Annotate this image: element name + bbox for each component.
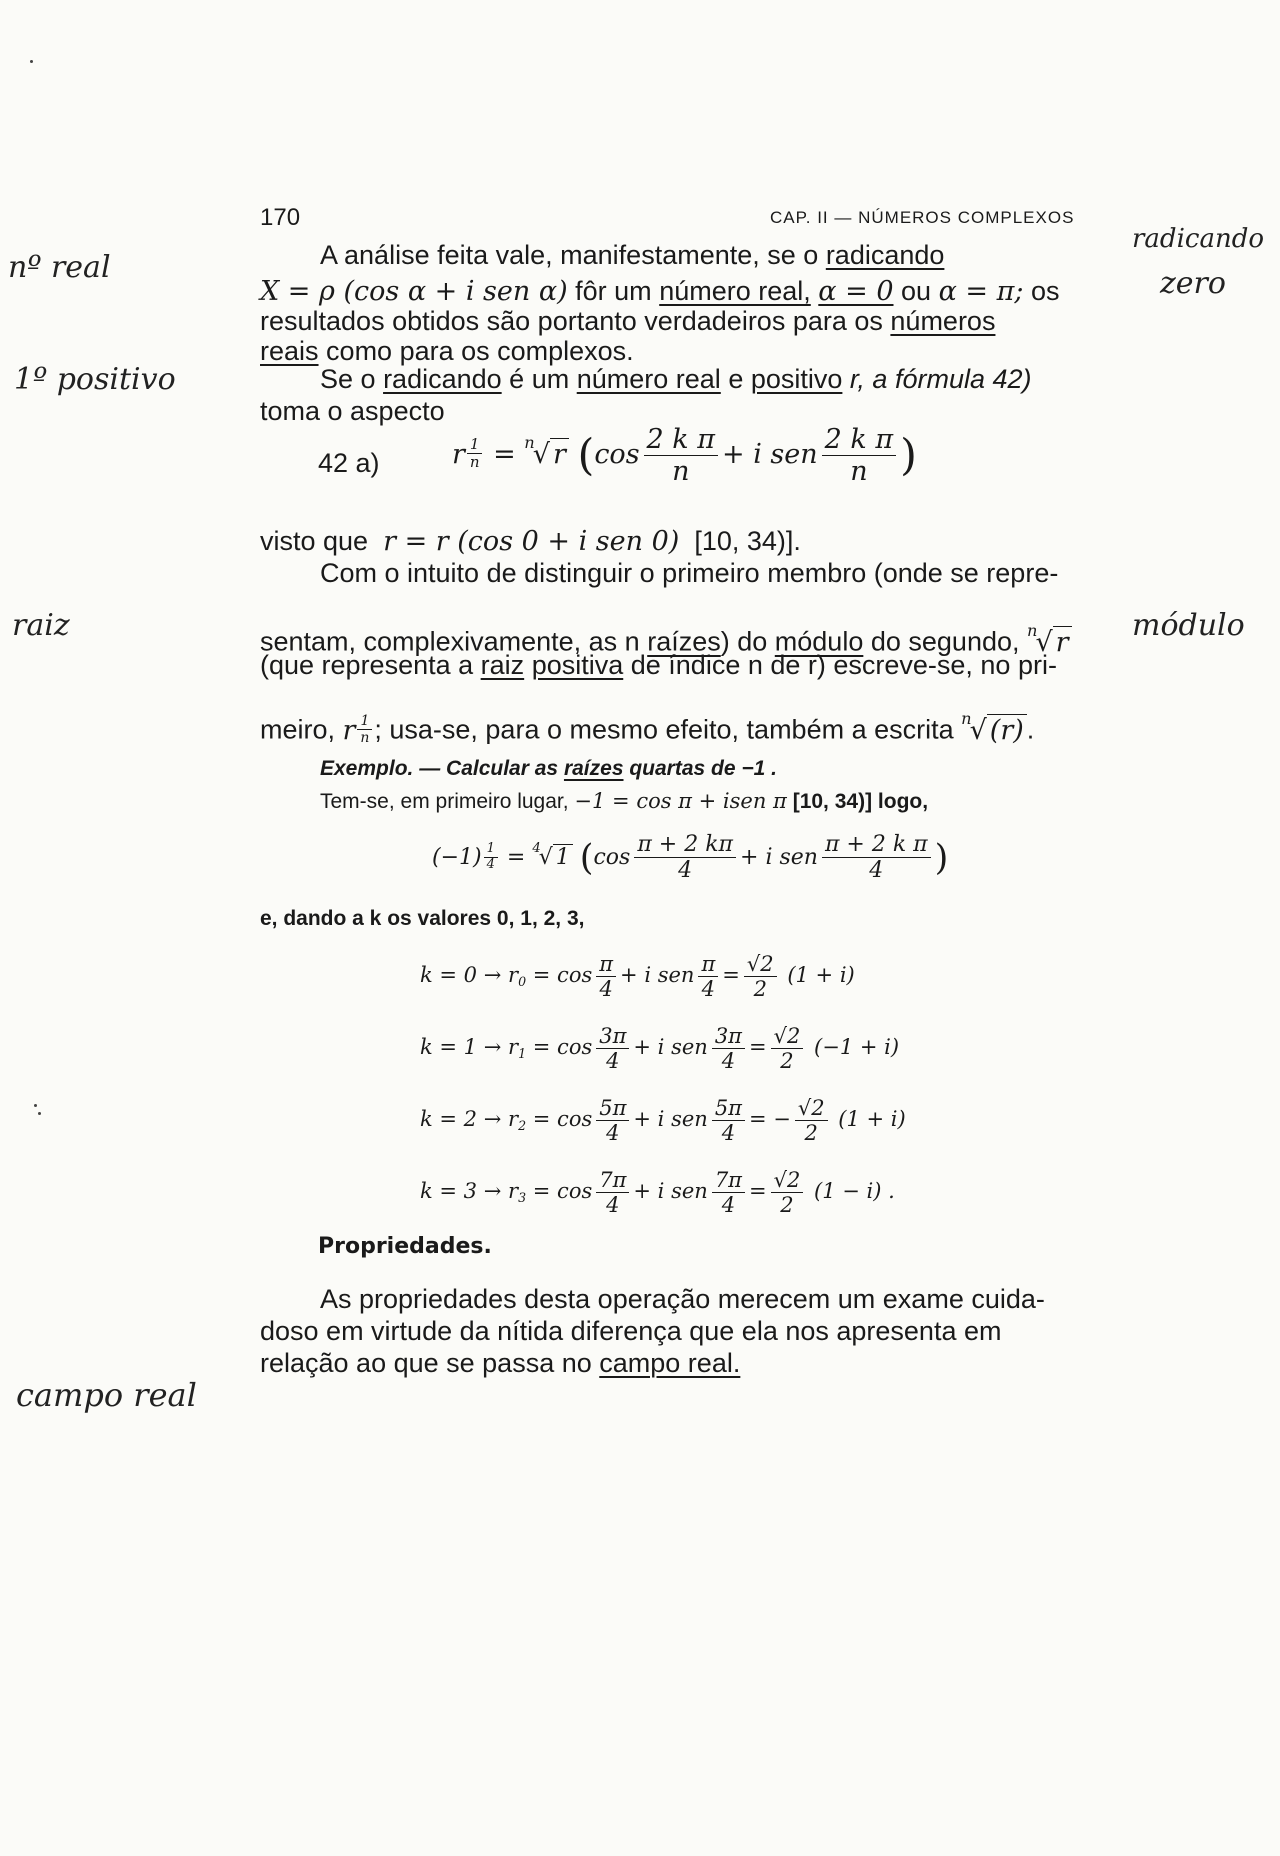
visto-que-line: visto que r = r (cos 0 + i sen 0) [10, 34)].	[260, 526, 801, 557]
margin-note-zero: zero	[1160, 266, 1226, 301]
p1-line1: A análise feita vale, manifestamente, se o radicando	[320, 240, 945, 270]
example-title: Exemplo. — Calcular as raízes quartas de −1 .	[320, 757, 777, 780]
root-row: $k = 3 \to r_3 = \cos$ $\frac{7\pi}{4}$ + i sen $\frac{7\pi}{4}$ = $\frac{√2}{2}$ (1 − i) .	[420, 1168, 895, 1218]
page-number: 170	[260, 204, 301, 231]
p1-line4: reais como para os complexos.	[260, 336, 634, 366]
p1-line2: X = ρ (cos α + i sen α) fôr um número real, α = 0 ou α = π; os	[260, 276, 1060, 307]
root-row: $k = 1 \to r_1 = \cos$ $\frac{3\pi}{4}$ + i sen $\frac{3\pi}{4}$ = $\frac{√2}{2}$ (−1 + i)	[420, 1024, 900, 1074]
properties-line2: doso em virtude da nítida diferença que ela nos apresenta em	[260, 1316, 1002, 1346]
margin-note-real: nº real	[8, 250, 111, 285]
formula-42a: r $\frac{1}{n}$ = $^n$√ r (cos $\frac{\text{2 k π}}{n}$ + i sen $\frac{\text{2 k π}}{n}$ )	[452, 424, 917, 488]
p3-line4: meiro, r $\frac{1}{n}$ ; usa-se, para o mesmo efeito, também a escrita $^n$√ (r) .	[260, 709, 1035, 746]
p1-line3: resultados obtidos são portanto verdadeiros para os números	[260, 306, 996, 336]
p3-line1: Com o intuito de distinguir o primeiro membro (onde se repre-	[320, 558, 1059, 588]
margin-note-raiz: raiz	[12, 608, 70, 643]
margin-note-modulo: módulo	[1132, 608, 1245, 643]
p2-line2: toma o aspecto	[260, 396, 445, 426]
example-values-line: e, dando a k os valores 0, 1, 2, 3,	[260, 907, 585, 930]
root-row: $k = 0 \to r_0 = \cos$ $\frac{\pi}{4}$ + i sen $\frac{\pi}{4}$ = $\frac{√2}{2}$ (1 + i)	[420, 952, 855, 1002]
formula-42a-label: 42 a)	[318, 448, 380, 478]
example-formula: (−1) $\frac{1}{4}$ = $^4$√ 1 (cos $\frac{\pi + 2 k\pi}{4}$ + i sen $\frac{\text{π + 2 k π}}{4}$ )	[432, 832, 949, 884]
margin-note-positivo: 1º positivo	[14, 362, 176, 397]
example-line2: Tem-se, em primeiro lugar, −1 = cos π + isen π [10, 34)] logo,	[320, 789, 929, 813]
properties-line3: relação ao que se passa no campo real.	[260, 1348, 741, 1378]
properties-line1: As propriedades desta operação merecem um exame cuida-	[320, 1284, 1045, 1314]
margin-note-radicando: radicando	[1132, 224, 1264, 254]
p3-line3: (que representa a raiz positiva de índice n de r) escreve-se, no pri-	[260, 650, 1057, 680]
margin-note-campo-real: campo real	[16, 1376, 197, 1414]
scan-speck	[34, 1104, 37, 1107]
chapter-title: CAP. II — NÚMEROS COMPLEXOS	[770, 208, 1075, 227]
scan-speck	[30, 60, 33, 63]
p3-line2: sentam, complexivamente, as n raízes) do módulo do segundo, $^n$√ r	[260, 612, 1072, 662]
root-row: $k = 2 \to r_2 = \cos$ $\frac{5\pi}{4}$ + i sen $\frac{5\pi}{4}$ = − $\frac{√2}{2}$ (1 + i)	[420, 1096, 906, 1146]
properties-heading: Propriedades.	[318, 1234, 492, 1259]
p2-line1: Se o radicando é um número real e positivo r, a fórmula 42)	[320, 364, 1032, 394]
scan-speck	[38, 1112, 41, 1115]
